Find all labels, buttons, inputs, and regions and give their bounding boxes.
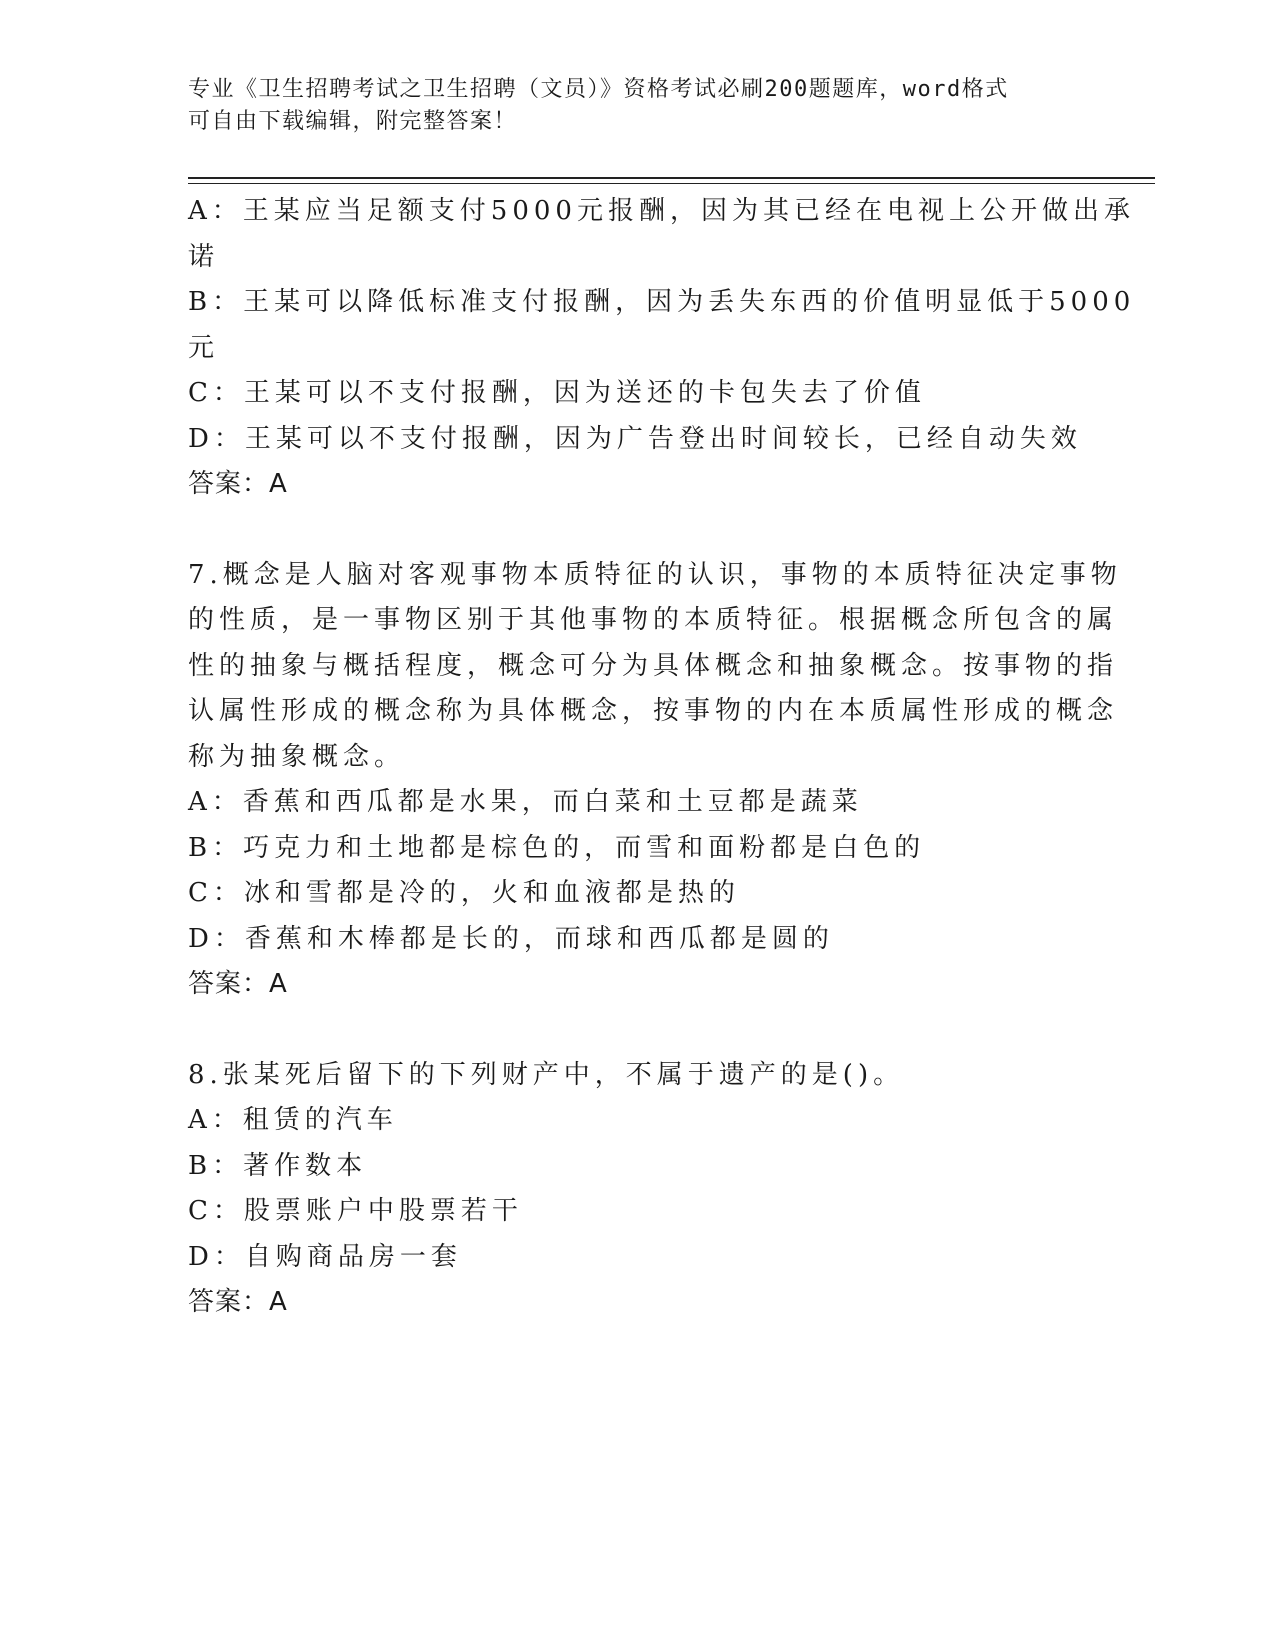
question-stem-line-1: 7.概念是人脑对客观事物本质特征的认识，事物的本质特征决定事物 (188, 559, 1122, 590)
answer: 答案：A (188, 469, 288, 499)
question-7 (188, 553, 1122, 1008)
question-stem-line-5: 称为抽象概念。 (188, 741, 406, 772)
option-a: A：租赁的汽车 (188, 1105, 398, 1135)
option-c: C：冰和雪都是冷的，火和血液都是热的 (188, 878, 740, 908)
answer: 答案：A (188, 969, 288, 999)
option-d: D：香蕉和木棒都是长的，而球和西瓜都是圆的 (188, 923, 834, 954)
option-b-line-1: B：王某可以降低标准支付报酬，因为丢失东西的价值明显低于5000 (188, 287, 1136, 317)
question-6 (188, 189, 1136, 508)
header-title-line-2: 可自由下载编辑，附完整答案！ (188, 109, 518, 134)
header-divider-thick (188, 177, 1155, 179)
question-stem: 8.张某死后留下的下列财产中，不属于遗产的是()。 (188, 1059, 905, 1090)
option-a-line-2: 诺 (188, 241, 220, 272)
option-b-line-2: 元 (188, 332, 220, 363)
option-d: D：王某可以不支付报酬，因为广告登出时间较长，已经自动失效 (188, 423, 1082, 454)
option-b: B：巧克力和土地都是棕色的，而雪和面粉都是白色的 (188, 832, 926, 863)
question-8 (188, 1053, 1068, 1326)
question-stem-line-4: 认属性形成的概念称为具体概念，按事物的内在本质属性形成的概念 (188, 696, 1119, 726)
option-a: A：香蕉和西瓜都是水果，而白菜和土豆都是蔬菜 (188, 787, 863, 817)
header-divider-thin (188, 183, 1155, 184)
option-d: D：自购商品房一套 (188, 1241, 462, 1272)
option-c: C：股票账户中股票若干 (188, 1196, 523, 1226)
option-a-line-1: A：王某应当足额支付5000元报酬，因为其已经在电视上公开做出承 (188, 196, 1135, 226)
option-b: B：著作数本 (188, 1150, 368, 1181)
header-title-line-1: 专业《卫生招聘考试之卫生招聘（文员）》资格考试必刷200题题库，word格式 (188, 77, 1009, 102)
document-body (188, 189, 1136, 1326)
answer: 答案：A (188, 1287, 288, 1317)
document-header (188, 74, 1068, 138)
spacer (188, 508, 1068, 553)
option-c: C：王某可以不支付报酬，因为送还的卡包失去了价值 (188, 378, 926, 408)
question-stem-line-3: 性的抽象与概括程度，概念可分为具体概念和抽象概念。按事物的指 (188, 650, 1119, 681)
question-stem-line-2: 的性质，是一事物区别于其他事物的本质特征。根据概念所包含的属 (188, 605, 1119, 635)
spacer (188, 1008, 1068, 1053)
